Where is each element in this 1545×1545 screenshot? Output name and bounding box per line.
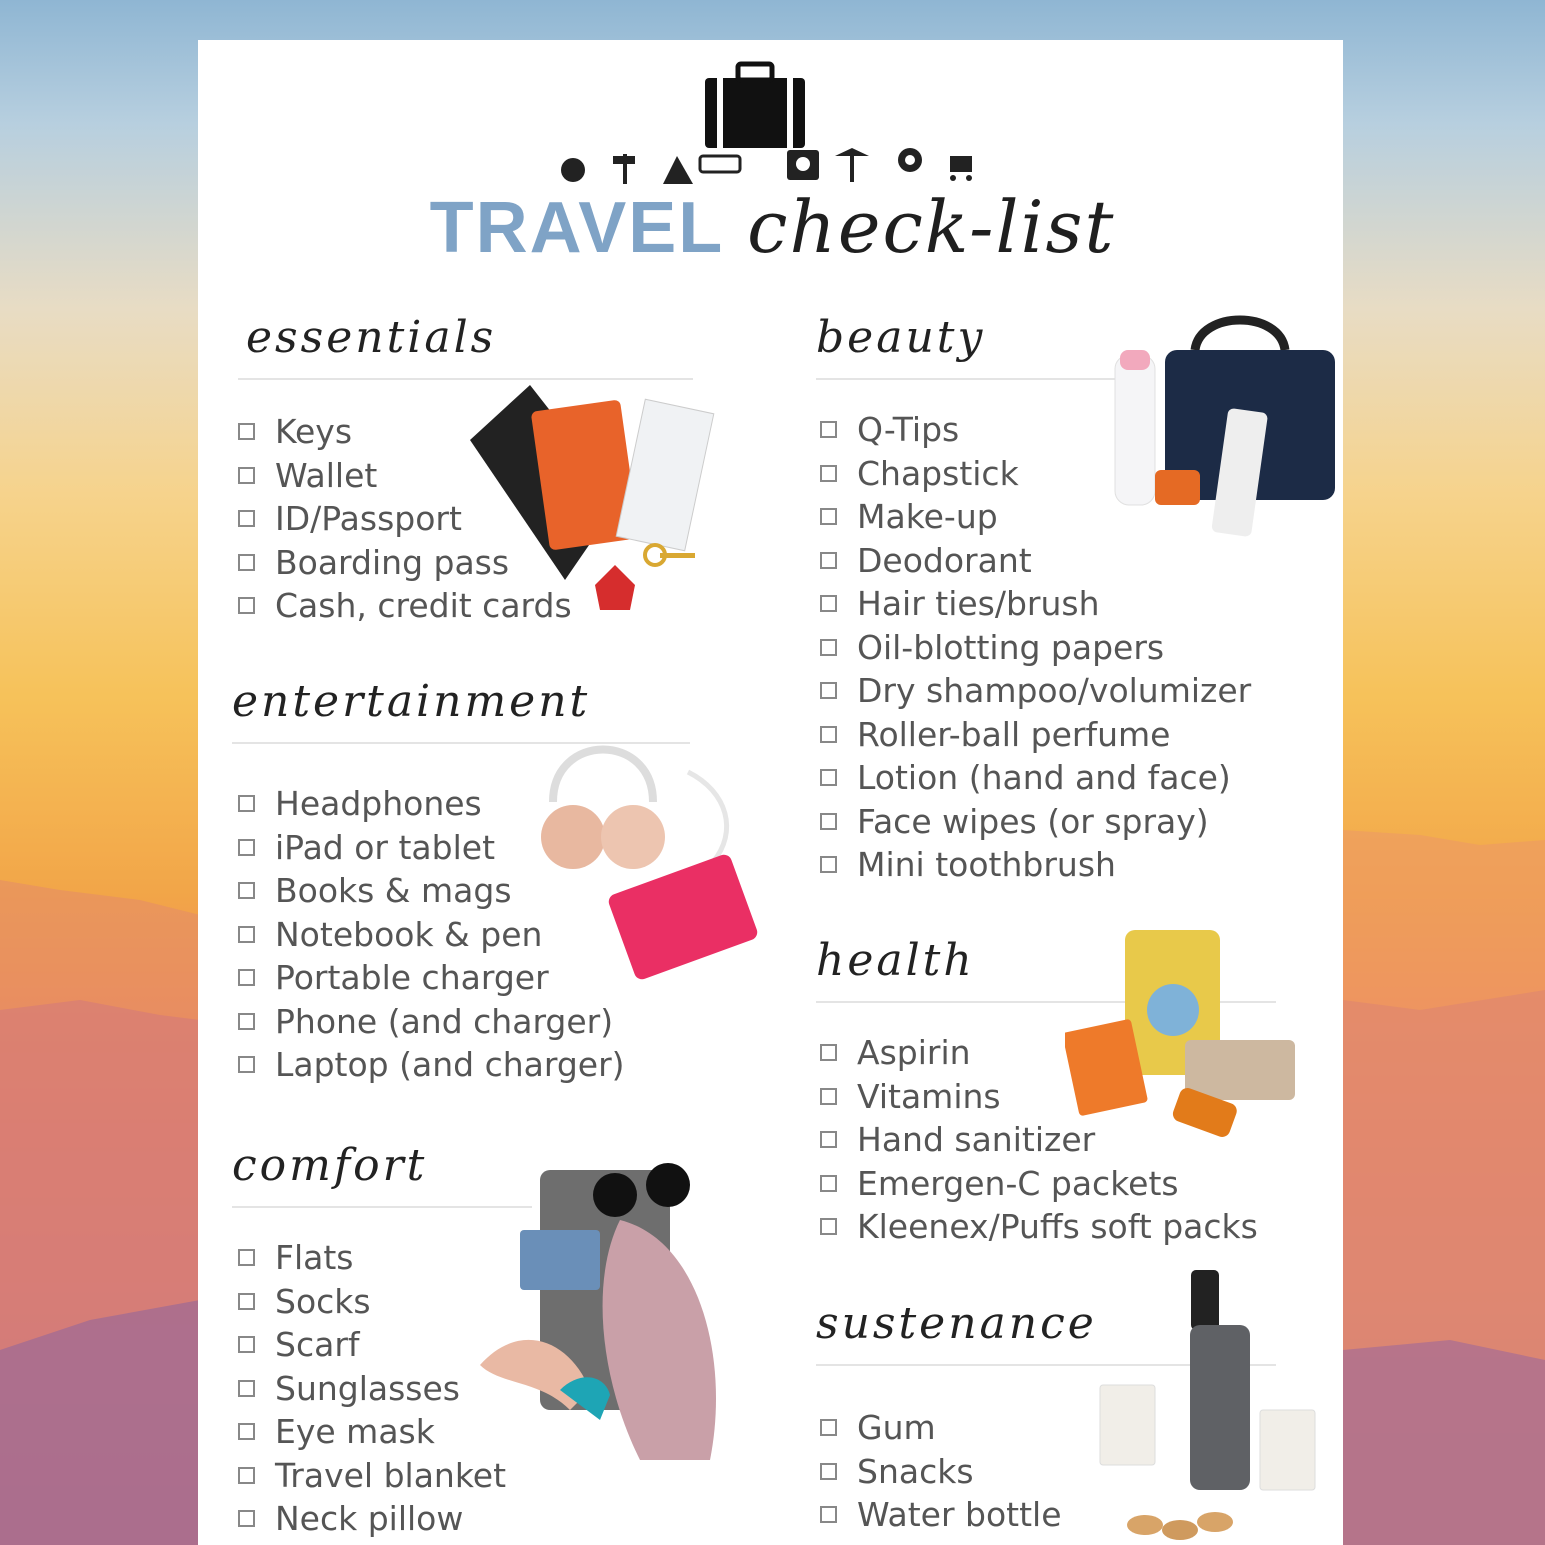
page-title [0,185,1545,270]
list-item[interactable]: Portable charger [238,956,690,1000]
list-item[interactable]: Scarf [238,1323,690,1367]
palm-tree-icon [835,148,869,182]
list-item[interactable]: Phone (and charger) [238,1000,690,1044]
list-item[interactable]: Keys [238,410,693,454]
checkbox[interactable] [820,465,837,482]
health-items-illustration [1065,930,1330,1165]
checkbox[interactable] [238,597,255,614]
list-item[interactable]: Wallet [238,454,693,498]
signpost-icon [613,154,635,184]
checkbox[interactable] [820,769,837,786]
checkbox[interactable] [820,1506,837,1523]
checkbox[interactable] [238,1056,255,1073]
list-item[interactable]: Snacks [820,1450,1276,1494]
checkbox[interactable] [820,682,837,699]
checkbox[interactable] [820,1218,837,1235]
travel-icons-banner [555,60,995,185]
list-item[interactable]: Kleenex/Puffs soft packs [820,1205,1276,1249]
list-item[interactable]: Roller-ball perfume [820,713,1116,757]
checkbox[interactable] [238,795,255,812]
checkbox[interactable] [820,1044,837,1061]
list-item[interactable]: Vitamins [820,1075,1276,1119]
list-item[interactable]: Deodorant [820,539,1116,583]
mountain-icon [663,156,693,184]
list-item[interactable]: Boarding pass [238,541,693,585]
suitcase-icon [705,64,805,148]
title-checklist: check-list [747,185,1116,269]
list-item[interactable]: Make-up [820,495,1116,539]
checkbox[interactable] [238,926,255,943]
list-item[interactable]: Headphones [238,782,690,826]
list-item[interactable]: Sunglasses [238,1367,690,1411]
checkbox[interactable] [238,1423,255,1440]
checkbox[interactable] [820,1131,837,1148]
list-item[interactable]: Water bottle [820,1493,1276,1537]
checkbox[interactable] [820,639,837,656]
checkbox[interactable] [820,1463,837,1480]
list-item[interactable]: Emergen-C packets [820,1162,1276,1206]
sustenance-items-illustration [1095,1270,1325,1545]
map-pin-icon [898,148,922,172]
list-item[interactable]: Books & mags [238,869,690,913]
list-item[interactable]: Cash, credit cards [238,584,693,628]
checkbox[interactable] [238,1380,255,1397]
list-item[interactable]: Eye mask [238,1410,690,1454]
comfort-items-illustration [480,1160,740,1465]
headphones-charger-illustration [538,722,768,987]
checkbox[interactable] [238,1510,255,1527]
toiletry-bag-illustration [1110,310,1340,540]
checkbox[interactable] [238,969,255,986]
checkbox[interactable] [820,1175,837,1192]
checkbox[interactable] [238,1467,255,1484]
list-item[interactable]: Aspirin [820,1031,1276,1075]
checkbox[interactable] [820,726,837,743]
list-item[interactable]: Socks [238,1280,690,1324]
section-heading: sustenance [816,1298,1097,1349]
list-item[interactable]: iPad or tablet [238,826,690,870]
list-item[interactable]: Notebook & pen [238,913,690,957]
luggage-cart-icon [950,156,972,181]
camera-icon [787,150,819,180]
checkbox[interactable] [238,467,255,484]
checkbox[interactable] [238,1013,255,1030]
list-item[interactable]: Mini toothbrush [820,843,1116,887]
list-item[interactable]: Travel blanket [238,1454,690,1498]
checkbox[interactable] [820,595,837,612]
section-beauty [816,312,1252,887]
checkbox[interactable] [820,552,837,569]
checkbox[interactable] [238,423,255,440]
list-item[interactable]: ID/Passport [238,497,693,541]
title-travel: TRAVEL [429,188,725,268]
list-item[interactable]: Q-Tips [820,408,1116,452]
checkbox[interactable] [238,510,255,527]
checkbox[interactable] [238,554,255,571]
list-item[interactable]: Chapstick [820,452,1116,496]
checkbox[interactable] [820,508,837,525]
checkbox[interactable] [238,839,255,856]
checkbox[interactable] [820,813,837,830]
checkbox[interactable] [820,856,837,873]
section-heading: beauty [816,312,986,363]
checkbox[interactable] [820,1419,837,1436]
list-item[interactable]: Hair ties/brush [820,582,1116,626]
section-heading: essentials [246,312,497,363]
list-item[interactable]: Oil-blotting papers [820,626,1116,670]
list-item[interactable]: Gum [820,1406,1276,1450]
list-item[interactable]: Face wipes (or spray) [820,800,1116,844]
checkbox[interactable] [820,1088,837,1105]
hotel-icon [700,156,740,172]
beauty-list [816,408,1252,887]
list-item[interactable]: Neck pillow [238,1497,690,1541]
section-heading: entertainment [232,676,591,727]
checkbox[interactable] [238,1249,255,1266]
checkbox[interactable] [820,421,837,438]
checkbox[interactable] [238,1336,255,1353]
divider [238,378,693,380]
globe-icon [561,158,585,182]
checkbox[interactable] [238,882,255,899]
section-heading: health [816,935,975,986]
passport-keys-illustration [470,385,735,620]
section-heading: comfort [232,1140,428,1191]
list-item[interactable]: Dry shampoo/volumizer [820,669,1116,713]
divider [816,378,1116,380]
list-item[interactable]: Lotion (hand and face) [820,756,1116,800]
list-item[interactable]: Hand sanitizer [820,1118,1276,1162]
checkbox[interactable] [238,1293,255,1310]
list-item[interactable]: Flats [238,1236,690,1280]
list-item[interactable]: Laptop (and charger) [238,1043,690,1087]
